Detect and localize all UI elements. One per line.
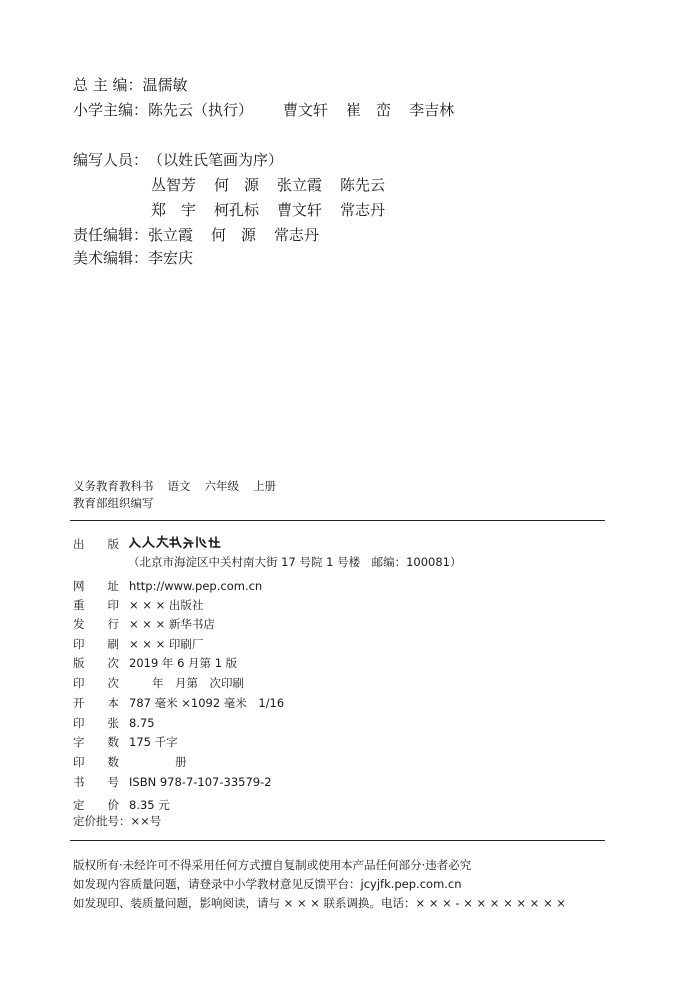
format-value: 787 毫米 ×1092 毫米 1/16	[129, 696, 285, 710]
writers-note: （以姓氏笔画为序）	[148, 151, 284, 169]
sheets-row	[73, 715, 155, 731]
responsible-editor-name: 张立霞	[148, 226, 194, 244]
writers-row-1	[151, 175, 385, 195]
responsible-editor-label: 责任编辑：	[73, 226, 149, 244]
publisher-label: 出 版	[73, 536, 119, 551]
copies-row	[73, 754, 187, 770]
word-count-value: 175 千字	[129, 735, 178, 749]
writers-label: 编写人员：	[73, 151, 149, 169]
website-row	[73, 578, 262, 594]
edition-row	[73, 655, 237, 671]
book-grade: 六年级	[204, 479, 239, 493]
writer-name: 柯孔标	[214, 201, 260, 219]
printing-label: 印 刷	[73, 637, 119, 651]
printing-value: × × × 印刷厂	[129, 637, 204, 651]
edition-value: 2019 年 6 月第 1 版	[129, 656, 238, 670]
format-row	[73, 695, 284, 711]
book-volume: 上册	[253, 479, 276, 493]
distribution-value: × × × 新华书店	[129, 617, 215, 631]
reprint-label: 重 印	[73, 598, 119, 612]
responsible-editor-name: 何 源	[211, 226, 257, 244]
price-approval-row	[73, 813, 161, 829]
writers-line	[73, 150, 283, 170]
copies-value: 册	[129, 755, 187, 769]
price-approval-label: 定价批号：	[73, 814, 131, 828]
publisher-logo	[129, 535, 237, 553]
website-label: 网 址	[73, 579, 119, 593]
art-editor-line	[73, 248, 193, 268]
publisher-row	[73, 535, 237, 553]
primary-editor-name: 李吉林	[409, 101, 455, 119]
sheets-label: 印 张	[73, 716, 119, 730]
impression-label: 印 次	[73, 676, 119, 690]
reprint-value: × × × 出版社	[129, 598, 204, 612]
impression-value: 年 月第 次印刷	[129, 676, 244, 690]
content-feedback-notice: 如发现内容质量问题，请登录中小学教材意见反馈平台：jcyjfk.pep.com.cn	[73, 877, 462, 891]
price-value: 8.35 元	[129, 798, 170, 812]
price-label: 定 价	[73, 798, 119, 812]
price-row	[73, 797, 170, 813]
book-title	[73, 478, 276, 494]
isbn-row	[73, 774, 272, 790]
writer-name: 陈先云	[340, 176, 386, 194]
chief-editor-name: 温儒敏	[142, 76, 188, 94]
printing-row	[73, 636, 203, 652]
art-editor-label: 美术编辑：	[73, 249, 149, 267]
primary-editor-line	[73, 100, 454, 120]
impression-row	[73, 675, 244, 691]
writer-name: 丛智芳	[151, 176, 197, 194]
copyright-notice: 版权所有·未经许可不得采用任何方式擅自复制或使用本产品任何部分·违者必究	[73, 858, 472, 872]
price-approval-value: ××号	[130, 814, 162, 828]
compiled-by: 教育部组织编写	[73, 496, 154, 510]
word-count-row	[73, 734, 178, 750]
writer-name: 常志丹	[340, 201, 386, 219]
writer-name: 曹文轩	[277, 201, 323, 219]
website-value[interactable]: http://www.pep.com.cn	[129, 579, 263, 593]
book-series: 义务教育教科书	[73, 479, 154, 493]
responsible-editor-line	[73, 225, 319, 245]
art-editor-name: 李宏庆	[148, 249, 194, 267]
book-subject: 语文	[167, 479, 191, 493]
writer-name: 张立霞	[277, 176, 323, 194]
edition-label: 版 次	[73, 656, 119, 670]
format-label: 开 本	[73, 696, 119, 710]
primary-editor-name: 崔 峦	[346, 101, 392, 119]
sheets-value: 8.75	[129, 716, 155, 730]
primary-editor-label: 小学主编：	[73, 101, 149, 119]
copies-label: 印 数	[73, 755, 119, 769]
distribution-row	[73, 616, 215, 632]
publisher-address: （北京市海淀区中关村南大街 17 号院 1 号楼 邮编：100081）	[128, 555, 462, 569]
chief-editor-label: 总 主 编：	[73, 76, 143, 94]
word-count-label: 字 数	[73, 735, 119, 749]
responsible-editor-name: 常志丹	[274, 226, 320, 244]
writers-row-2	[151, 200, 385, 220]
top-divider	[70, 520, 605, 521]
primary-editor-name: 陈先云（执行）	[148, 101, 254, 119]
chief-editor-line	[73, 75, 188, 95]
distribution-label: 发 行	[73, 617, 119, 631]
reprint-row	[73, 597, 203, 613]
isbn-value: ISBN 978-7-107-33579-2	[129, 775, 272, 789]
writer-name: 郑 宇	[151, 201, 197, 219]
bottom-divider	[70, 840, 605, 841]
isbn-label: 书 号	[73, 775, 119, 789]
print-quality-notice: 如发现印、装质量问题，影响阅读，请与 × × × 联系调换。电话：× × × - × × × × × × × ×	[73, 896, 566, 910]
writer-name: 何 源	[214, 176, 260, 194]
primary-editor-name: 曹文轩	[283, 101, 329, 119]
